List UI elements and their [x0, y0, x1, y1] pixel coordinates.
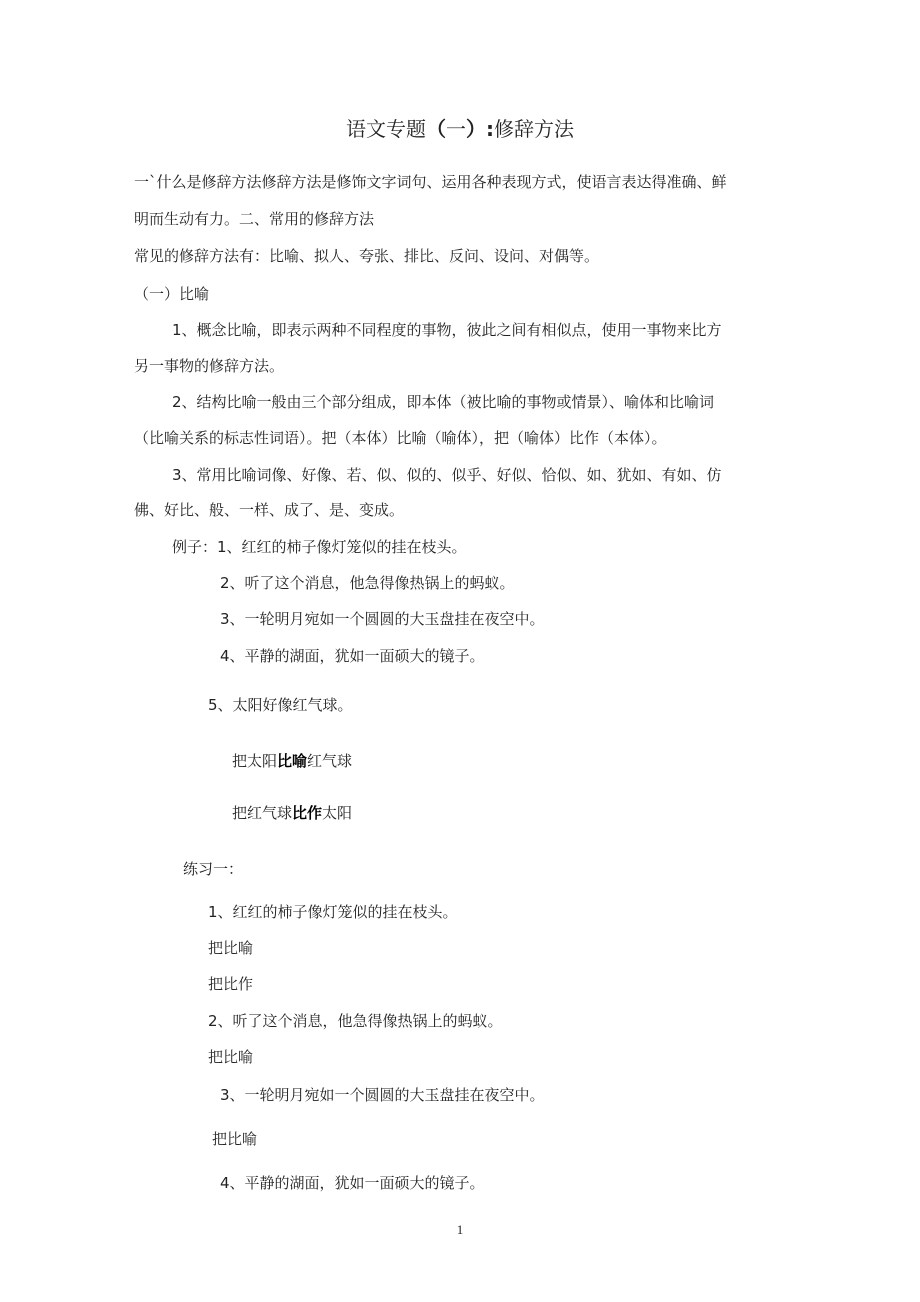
exercise-item: 把比作: [208, 975, 254, 993]
example-item: 2、听了这个消息，他急得像热锅上的蚂蚁。: [220, 574, 515, 592]
title-paren-open: （: [426, 117, 446, 141]
exercise-item: 3、一轮明月宛如一个圆圆的大玉盘挂在夜空中。: [220, 1086, 545, 1104]
example-item: 5、太阳好像红气球。: [208, 696, 353, 714]
title-number: 一: [446, 117, 466, 141]
exercise-item: 把比喻: [208, 1048, 254, 1066]
title-prefix: 语文专题: [346, 117, 426, 141]
intro-line-3: 常见的修辞方法有：比喻、拟人、夸张、排比、反问、设问、对偶等。: [134, 247, 600, 265]
page-number: 1: [456, 1222, 464, 1237]
demo-line-1: [232, 751, 352, 771]
section-heading-simile: （一）比喻: [134, 285, 210, 303]
intro-line-1: 一`什么是修辞方法修辞方法是修饰文字词句、运用各种表现方式，使语言表达得准确、鲜: [134, 173, 727, 191]
words-line-2: 佛、好比、般、一样、成了、是、变成。: [134, 501, 405, 519]
intro-line-2: 明而生动有力。二、常用的修辞方法: [134, 210, 375, 228]
exercise-item: 4、平静的湖面，犹如一面硕大的镜子。: [220, 1174, 485, 1192]
title-suffix: 修辞方法: [494, 117, 574, 141]
demo-text: 把红气球: [232, 804, 293, 822]
example-item: 3、一轮明月宛如一个圆圆的大玉盘挂在夜空中。: [220, 610, 545, 628]
example-item: 4、平静的湖面，犹如一面硕大的镜子。: [220, 647, 485, 665]
words-line-1: 3、常用比喻词像、好像、若、似、似的、似乎、好似、恰似、如、犹如、有如、仿: [172, 466, 722, 484]
demo-keyword-bold: 比作: [292, 804, 323, 822]
exercise-label: 练习一：: [183, 860, 244, 878]
exercise-item: 把比喻: [208, 939, 254, 957]
demo-text: 太阳: [322, 804, 353, 822]
structure-line-2: （比喻关系的标志性词语）。把（本体）比喻（喻体），把（喻体）比作（本体）。: [134, 429, 667, 447]
demo-text: 把太阳: [232, 752, 278, 770]
concept-line-2: 另一事物的修辞方法。: [134, 357, 285, 375]
title-paren-close: ）: [466, 117, 486, 141]
demo-text: 红气球: [307, 752, 353, 770]
concept-line-1: 1、概念比喻，即表示两种不同程度的事物，彼此之间有相似点，使用一事物来比方: [172, 321, 722, 339]
exercise-item: 2、听了这个消息，他急得像热锅上的蚂蚁。: [208, 1012, 503, 1030]
example-row-1: [172, 537, 467, 557]
title-colon: :: [486, 117, 494, 141]
demo-line-2: [232, 803, 352, 823]
example-item: 1、红红的柿子像灯笼似的挂在枝头。: [217, 538, 467, 556]
structure-line-1: 2、结构比喻一般由三个部分组成，即本体（被比喻的事物或情景）、喻体和比喻词: [172, 393, 715, 411]
exercise-item: 1、红红的柿子像灯笼似的挂在枝头。: [208, 903, 458, 921]
page-title: [0, 116, 920, 142]
exercise-item: 把比喻: [212, 1130, 258, 1148]
demo-keyword-bold: 比喻: [277, 752, 308, 770]
examples-label: 例子：: [172, 538, 218, 556]
